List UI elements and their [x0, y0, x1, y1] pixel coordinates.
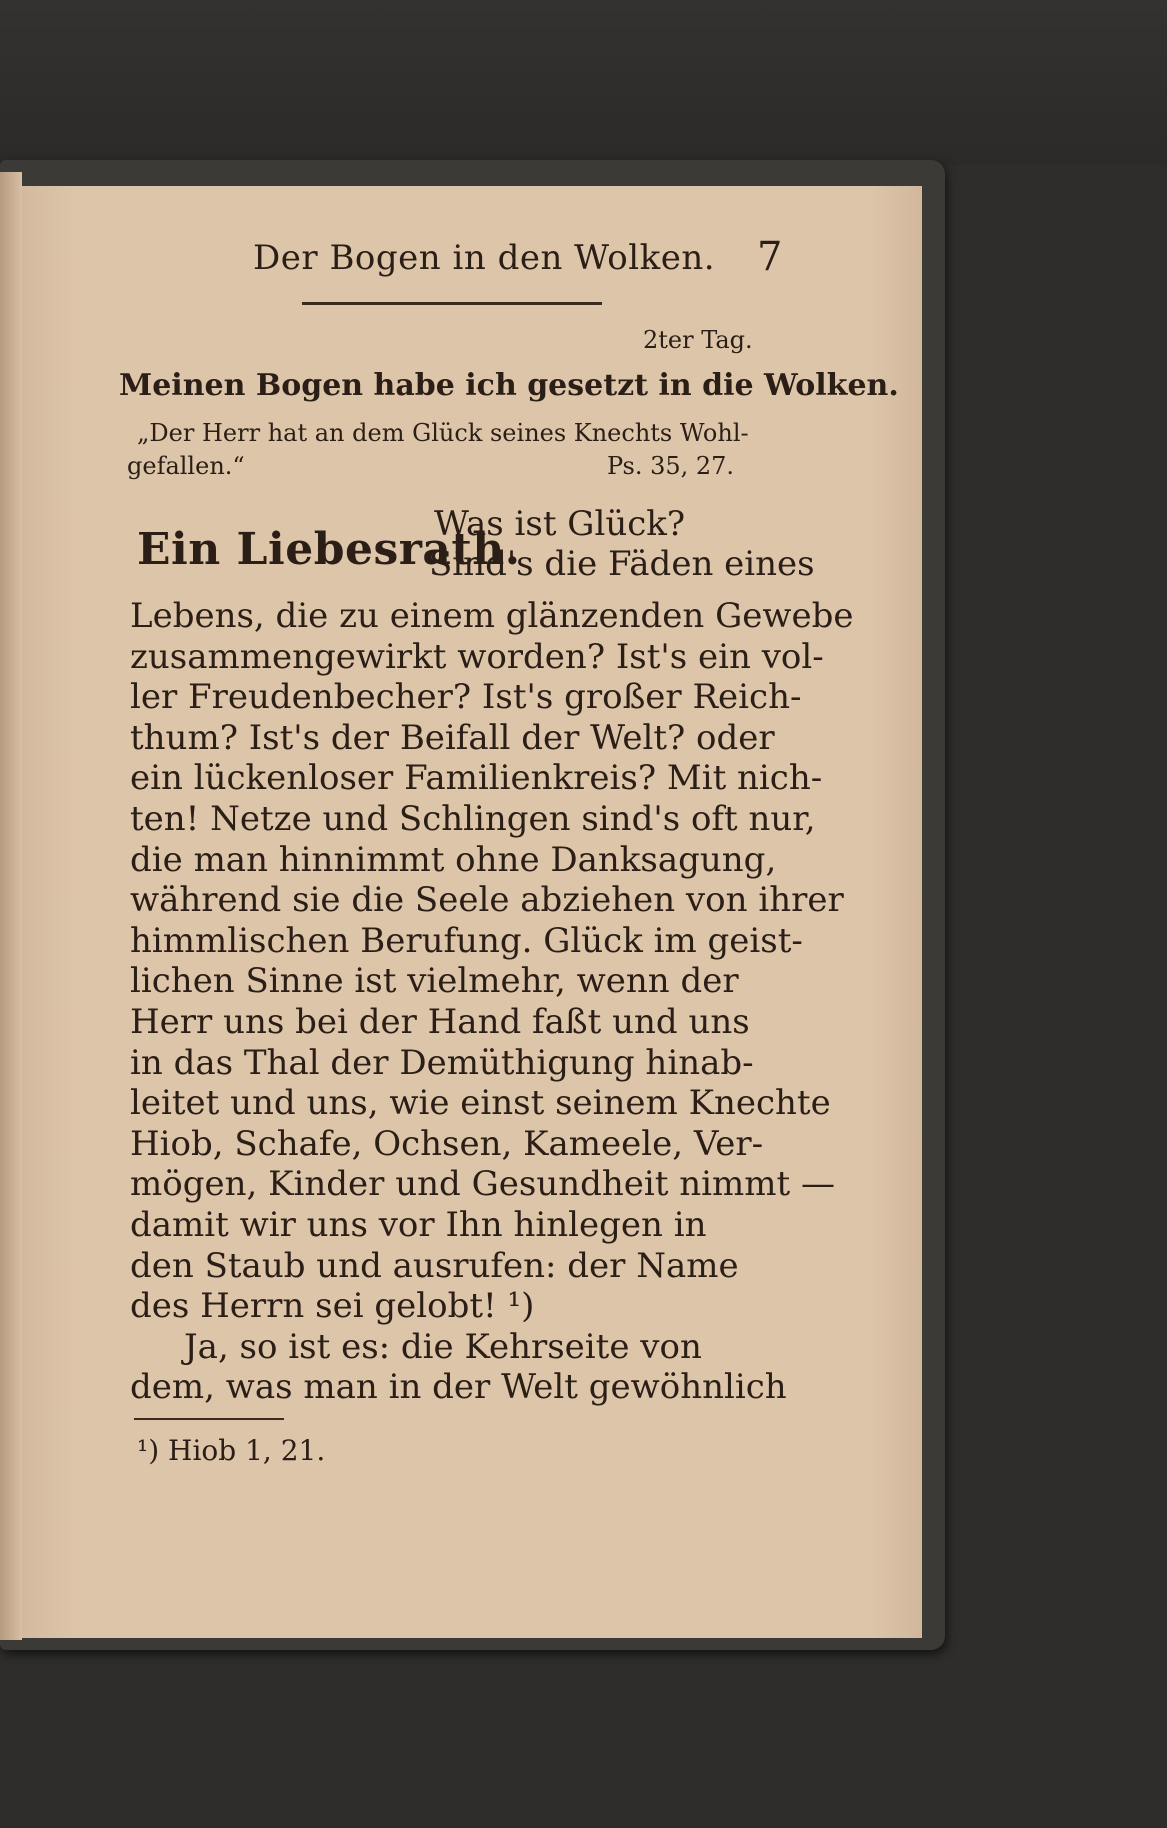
book-page [22, 186, 922, 1638]
body-line: ler Freudenbecher? Ist's großer Reich- [130, 677, 802, 717]
body-line: in das Thal der Demüthigung hinab- [130, 1043, 754, 1083]
quote-line-2: gefallen.“ [127, 452, 245, 480]
motto: Meinen Bogen habe ich gesetzt in die Wolken. [119, 368, 899, 403]
body-line: lichen Sinne ist vielmehr, wenn der [130, 961, 739, 1001]
body-line: damit wir uns vor Ihn hinlegen in [130, 1205, 707, 1245]
body-line: thum? Ist's der Beifall der Welt? oder [130, 718, 775, 758]
body-line: zusammengewirkt worden? Ist's ein vol- [130, 637, 824, 677]
quote-reference: Ps. 35, 27. [607, 452, 735, 480]
header-rule [302, 302, 602, 305]
footnote-rule [134, 1418, 284, 1420]
page-number: 7 [757, 234, 783, 280]
body-line: während sie die Seele abziehen von ihrer [130, 880, 844, 920]
body-line: himmlischen Berufung. Glück im geist- [130, 921, 803, 961]
body-line: ein lückenloser Familienkreis? Mit nich- [130, 758, 823, 798]
body-line: Ja, so ist es: die Kehrseite von [130, 1327, 702, 1367]
body-line: den Staub und ausrufen: der Name [130, 1246, 739, 1286]
quote-line-1: „Der Herr hat an dem Glück seines Knechts Wohl- [137, 419, 749, 447]
body-line: die man hinnimmt ohne Danksagung, [130, 840, 777, 880]
day-label: 2ter Tag. [643, 326, 753, 354]
page-edges [0, 172, 22, 1640]
body-line: Lebens, die zu einem glänzenden Gewebe [130, 596, 854, 636]
body-line: Herr uns bei der Hand faßt und uns [130, 1002, 750, 1042]
opening-line-1: Was ist Glück? [434, 504, 686, 544]
section-heading: Ein Liebesrath. [137, 524, 521, 575]
backdrop [0, 0, 1167, 165]
running-title: Der Bogen in den Wolken. [253, 238, 716, 278]
body-line: ten! Netze und Schlingen sind's oft nur, [130, 799, 816, 839]
body-line: mögen, Kinder und Gesundheit nimmt — [130, 1164, 835, 1204]
body-line: Hiob, Schafe, Ochsen, Kameele, Ver- [130, 1124, 764, 1164]
body-line: dem, was man in der Welt gewöhnlich [130, 1367, 787, 1407]
body-line: des Herrn sei gelobt! ¹) [130, 1286, 535, 1326]
opening-line-2: Sind's die Fäden eines [429, 544, 815, 584]
footnote: ¹) Hiob 1, 21. [137, 1434, 326, 1467]
body-line: leitet und uns, wie einst seinem Knechte [130, 1083, 831, 1123]
